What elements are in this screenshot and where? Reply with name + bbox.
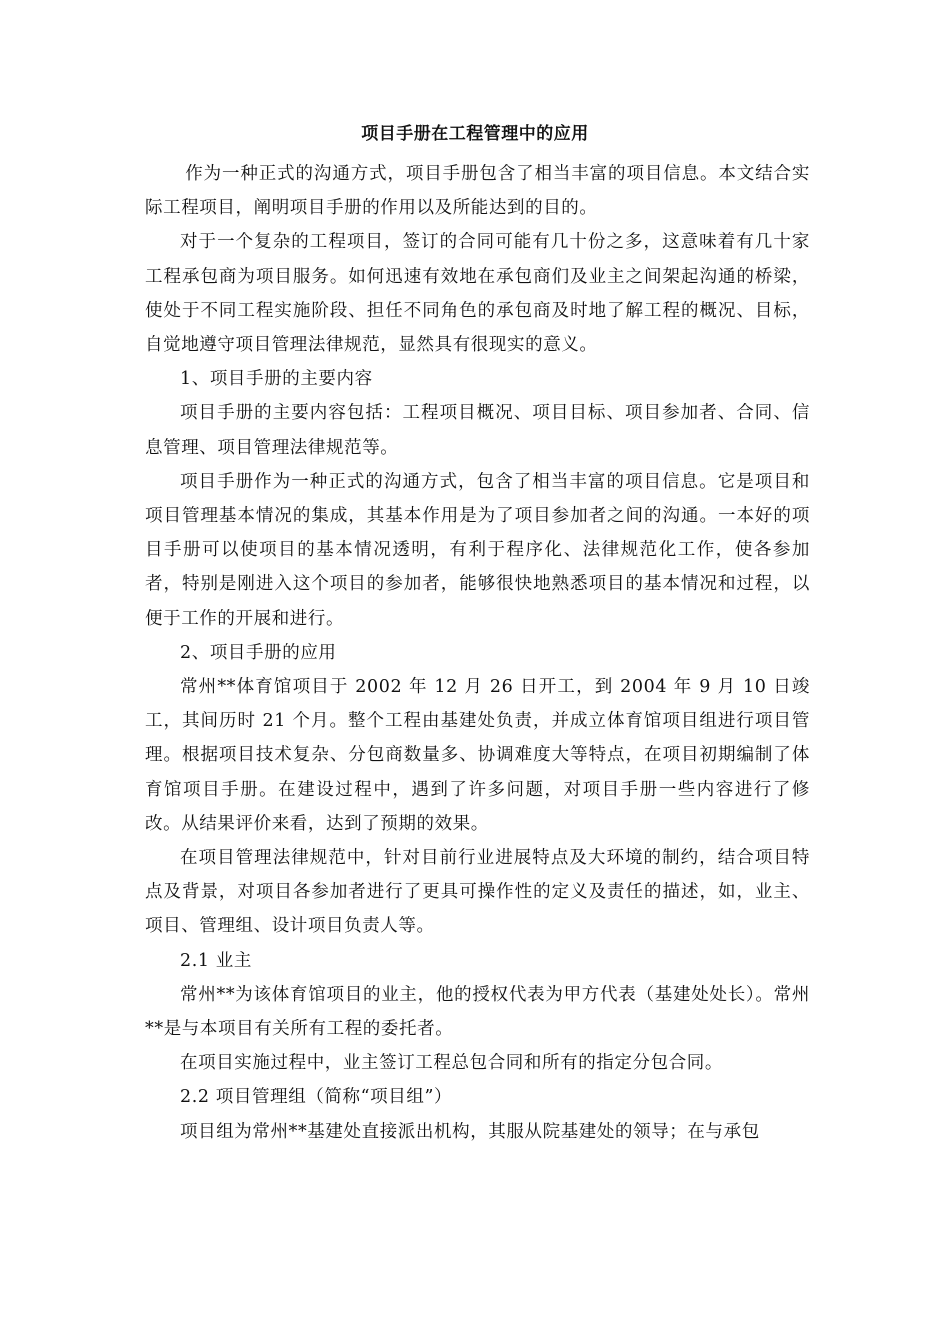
section-heading-2-1: 2.1 业主 [180, 950, 252, 971]
paragraph-legal-norms: 在项目管理法律规范中，针对目前行业进展特点及大环境的制约，结合项目特点及背景，对项目各参加者进行了更具可操作性的定义及责任的描述，如，业主、项目、管理组、设计项目负责人等。 [145, 848, 810, 937]
section-heading-1: 1、项目手册的主要内容 [180, 369, 373, 390]
document-title: 项目手册在工程管理中的应用 [361, 124, 589, 144]
paragraph-owner: 常州**为该体育馆项目的业主，他的授权代表为甲方代表（基建处处长）。常州**是与本项目有关所有工程的委托者。 [145, 984, 810, 1040]
paragraph-project-group: 项目组为常州**基建处直接派出机构，其服从院基建处的领导；在与承包 [180, 1121, 760, 1142]
section-heading-2: 2、项目手册的应用 [180, 642, 337, 663]
paragraph-purpose: 项目手册作为一种正式的沟通方式，包含了相当丰富的项目信息。它是项目和项目管理基本情况的集成，其基本作用是为了项目参加者之间的沟通。一本好的项目手册可以使项目的基本情况透明，有利于程序化、法律规范化工作，使各参加者，特别是刚进入这个项目的参加者，能够很快地熟悉项目的基本情况和过程，以便于工作的开展和进行。 [145, 471, 810, 629]
paragraph-owner-contracts: 在项目实施过程中，业主签订工程总包合同和所有的指定分包合同。 [180, 1053, 723, 1074]
section-heading-2-2: 2.2 项目管理组（简称“项目组”） [180, 1087, 453, 1108]
paragraph-background: 对于一个复杂的工程项目，签订的合同可能有几十份之多，这意味着有几十家工程承包商为项目服务。如何迅速有效地在承包商们及业主之间架起沟通的桥梁，使处于不同工程实施阶段、担任不同角色的承包商及时地了解工程的概况、目标，自觉地遵守项目管理法律规范，显然具有很现实的意义。 [145, 232, 810, 356]
paragraph-contents: 项目手册的主要内容包括：工程项目概况、项目目标、项目参加者、合同、信息管理、项目管理法律规范等。 [145, 403, 810, 458]
paragraph-project-case: 常州**体育馆项目于 2002 年 12 月 26 日开工，到 2004 年 9 月 10 日竣工，其间历时 21 个月。整个工程由基建处负责，并成立体育馆项目组进行项目管理。根据项目技术复杂、分包商数量多、协调难度大等特点，在项目初期编制了体育馆项目手册。在建设过程中，遇到了许多问题，对项目手册一些内容进行了修改。从结果评价来看，达到了预期的效果。 [145, 677, 810, 834]
paragraph-intro: 作为一种正式的沟通方式，项目手册包含了相当丰富的项目信息。本文结合实际工程项目，阐明项目手册的作用以及所能达到的目的。 [145, 164, 810, 219]
document-body [145, 157, 810, 1149]
